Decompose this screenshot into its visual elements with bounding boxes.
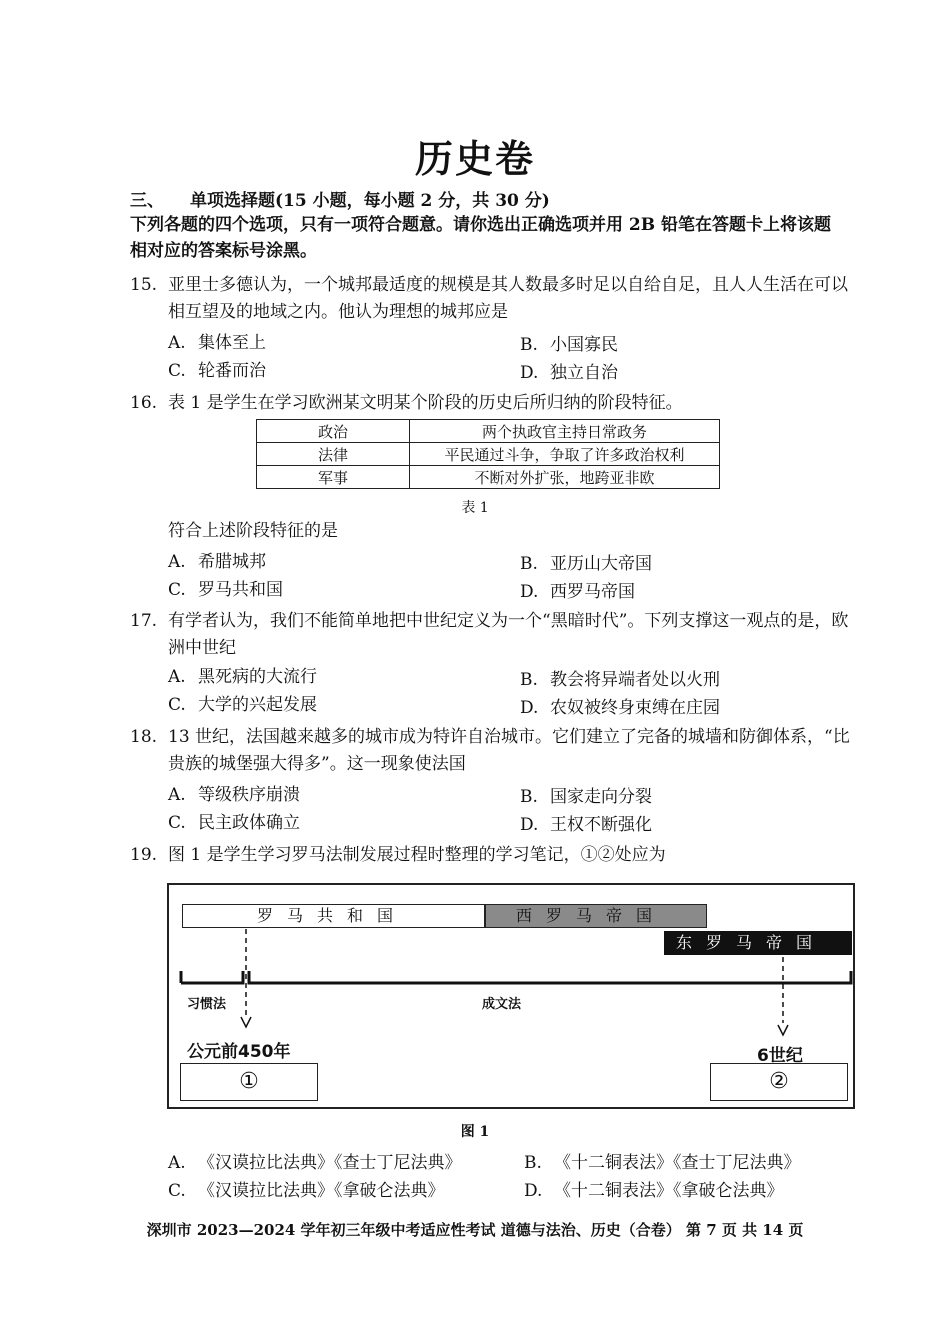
option-c[interactable] — [168, 356, 266, 381]
option-text: 黑死病的大流行 — [198, 667, 317, 687]
option-text: 等级秩序崩溃 — [198, 785, 300, 805]
page-title: 历史卷 — [414, 136, 535, 181]
option-letter: C. — [168, 580, 186, 600]
page-footer: 深圳市 2023—2024 学年初三年级中考适应性考试 道德与法治、历史（合卷） 第 7 页 共 14 页 — [146, 1221, 804, 1239]
option-d[interactable] — [520, 358, 618, 383]
custom-law-bracket — [181, 971, 243, 983]
option-letter: C. — [168, 361, 186, 381]
label-written-law: 成文法 — [482, 997, 522, 1012]
question-17 — [130, 608, 850, 662]
question-stem: 图 1 是学生学习罗马法制发展过程时整理的学习笔记，①②处应为 — [168, 845, 666, 865]
option-letter: B. — [520, 787, 538, 807]
option-letter: B. — [520, 335, 538, 355]
section-number: 三、 — [130, 191, 164, 211]
written-law-bracket — [249, 971, 851, 983]
option-letter: C. — [168, 813, 186, 833]
option-text: 大学的兴起发展 — [198, 695, 317, 715]
instructions: 下列各题的四个选项，只有一项符合题意。请你选出正确选项并用 2B 铅笔在答题卡上将该题相对应的答案标号涂黑。 — [130, 215, 832, 261]
option-d[interactable] — [520, 810, 652, 835]
option-text: 西罗马帝国 — [550, 582, 635, 602]
option-text: 教会将异端者处以火刑 — [550, 670, 720, 690]
option-b[interactable] — [520, 549, 652, 574]
table-key: 政治 — [257, 420, 410, 443]
option-text: 《汉谟拉比法典》《查士丁尼法典》 — [198, 1153, 462, 1173]
question-18 — [130, 724, 850, 778]
right-arrow-head — [778, 1025, 788, 1035]
option-c[interactable] — [168, 575, 283, 600]
option-text: 集体至上 — [198, 333, 266, 353]
option-text: 亚历山大帝国 — [550, 554, 652, 574]
option-a[interactable] — [168, 662, 317, 687]
option-letter: A. — [168, 785, 186, 805]
table-value: 不断对外扩张，地跨亚非欧 — [410, 466, 720, 489]
question-15 — [130, 272, 850, 326]
bar-roman-republic: 罗马共和国 — [182, 904, 485, 928]
option-b[interactable] — [520, 782, 652, 807]
option-text: 国家走向分裂 — [550, 787, 652, 807]
option-letter: A. — [168, 552, 186, 572]
option-text: 《十二铜表法》《拿破仑法典》 — [554, 1181, 784, 1201]
question-number: 15. — [130, 275, 158, 295]
option-c[interactable] — [168, 808, 300, 833]
option-letter: D. — [520, 815, 539, 835]
option-letter: D. — [520, 698, 539, 718]
option-letter: D. — [520, 582, 539, 602]
option-a[interactable] — [168, 328, 266, 353]
question-stem: 13 世纪，法国越来越多的城市成为特许自治城市。它们建立了完备的城墙和防御体系，“比贵族的城堡强大得多”。这一现象使法国 — [168, 727, 850, 774]
option-text: 民主政体确立 — [198, 813, 300, 833]
option-b[interactable] — [520, 665, 720, 690]
table-value: 平民通过斗争，争取了许多政治权利 — [410, 443, 720, 466]
table-caption: 表 1 — [461, 500, 489, 516]
section-heading — [130, 186, 550, 211]
option-text: 罗马共和国 — [198, 580, 283, 600]
question-19 — [130, 842, 850, 869]
option-text: 小国寡民 — [550, 335, 618, 355]
table-key: 军事 — [257, 466, 410, 489]
question-16-followup — [130, 518, 850, 545]
date-right: 6世纪 — [757, 1046, 803, 1066]
option-a[interactable] — [168, 547, 266, 572]
figure-caption: 图 1 — [460, 1124, 490, 1140]
bar-eastern-roman-empire: 东罗马帝国 — [664, 931, 852, 955]
option-a[interactable] — [168, 780, 300, 805]
option-text: 独立自治 — [550, 363, 618, 383]
date-left: 公元前450年 — [187, 1042, 291, 1062]
option-letter: B. — [524, 1153, 542, 1173]
question-16 — [130, 390, 850, 417]
label-custom-law: 习惯法 — [187, 997, 227, 1012]
option-text: 王权不断强化 — [550, 815, 652, 835]
option-text: 《十二铜表法》《查士丁尼法典》 — [554, 1153, 801, 1173]
figure-1 — [167, 883, 855, 1109]
option-letter: C. — [168, 695, 186, 715]
option-d[interactable] — [520, 577, 635, 602]
option-text: 《汉谟拉比法典》《拿破仑法典》 — [198, 1181, 445, 1201]
table-1 — [256, 419, 720, 489]
option-d[interactable] — [524, 1176, 784, 1201]
question-stem: 有学者认为，我们不能简单地把中世纪定义为一个“黑暗时代”。下列支撑这一观点的是，欧洲中世纪 — [168, 611, 849, 658]
option-b[interactable] — [524, 1148, 801, 1173]
option-letter: A. — [168, 1153, 186, 1173]
question-number: 16. — [130, 393, 158, 413]
question-stem: 表 1 是学生在学习欧洲某文明某个阶段的历史后所归纳的阶段特征。 — [168, 393, 683, 413]
blank-box-2: ② — [710, 1063, 848, 1101]
option-letter: A. — [168, 667, 186, 687]
question-stem: 亚里士多德认为，一个城邦最适度的规模是其人数最多时足以自给自足，且人人生活在可以相互望及的地域之内。他认为理想的城邦应是 — [168, 275, 848, 322]
question-number: 19. — [130, 845, 158, 865]
question-followup: 符合上述阶段特征的是 — [168, 521, 338, 541]
left-arrow-head — [241, 1017, 251, 1027]
question-number: 18. — [130, 727, 158, 747]
option-letter: D. — [524, 1181, 543, 1201]
table-row — [257, 466, 720, 489]
option-letter: B. — [520, 670, 538, 690]
table-key: 法律 — [257, 443, 410, 466]
option-text: 轮番而治 — [198, 361, 266, 381]
option-letter: C. — [168, 1181, 186, 1201]
option-letter: B. — [520, 554, 538, 574]
blank-box-1: ① — [180, 1063, 318, 1101]
question-number: 17. — [130, 611, 158, 631]
option-c[interactable] — [168, 690, 317, 715]
option-b[interactable] — [520, 330, 618, 355]
table-row — [257, 443, 720, 466]
table-value: 两个执政官主持日常政务 — [410, 420, 720, 443]
section-heading-text: 单项选择题(15 小题，每小题 2 分，共 30 分) — [190, 191, 550, 211]
option-letter: A. — [168, 333, 186, 353]
option-c[interactable] — [168, 1176, 445, 1201]
table-row — [257, 420, 720, 443]
option-d[interactable] — [520, 693, 720, 718]
option-a[interactable] — [168, 1148, 462, 1173]
option-text: 农奴被终身束缚在庄园 — [550, 698, 720, 718]
bar-western-roman-empire: 西罗马帝国 — [485, 904, 707, 928]
option-text: 希腊城邦 — [198, 552, 266, 572]
option-letter: D. — [520, 363, 539, 383]
